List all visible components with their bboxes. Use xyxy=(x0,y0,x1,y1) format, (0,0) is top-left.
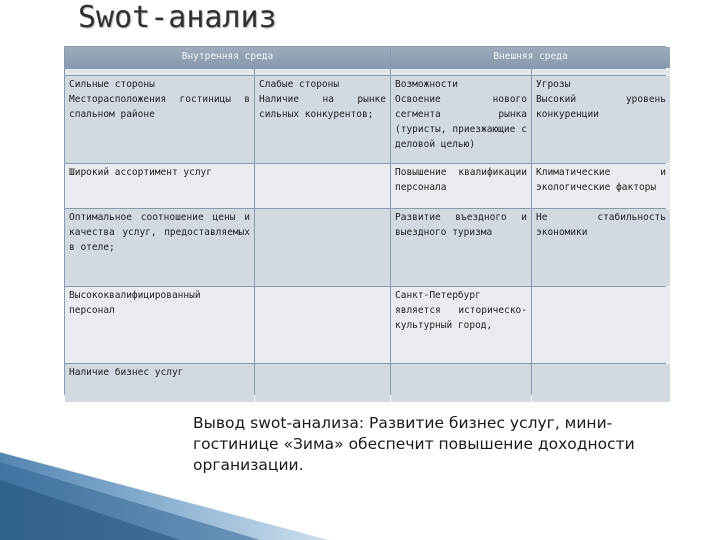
threat-cell: Угрозы Высокий уровень конкуренции xyxy=(532,76,670,163)
threat-cell xyxy=(532,287,670,363)
strength-cell: Высококвалифицированный персонал xyxy=(65,287,254,363)
threat-cell: Климатические и экологические факторы xyxy=(532,164,670,208)
opportunity-cell: Возможности Освоение нового сегмента рынка (туристы, приезжающие с деловой целью) xyxy=(391,76,531,163)
opportunity-cell: Развитие въездного и выездного туризма xyxy=(391,209,531,286)
opportunity-cell: Повышение квалификации персонала xyxy=(391,164,531,208)
slide-title: Swot-анализ xyxy=(78,0,277,35)
weakness-cell xyxy=(255,287,390,363)
weakness-cell xyxy=(255,209,390,286)
internal-environment-header: Внутренняя среда xyxy=(65,47,390,68)
weakness-cell xyxy=(255,364,390,402)
external-environment-header: Внешняя среда xyxy=(391,47,670,68)
threat-cell xyxy=(532,364,670,402)
separator-cell xyxy=(255,69,390,75)
opportunity-cell xyxy=(391,364,531,402)
strength-cell: Широкий ассортимент услуг xyxy=(65,164,254,208)
swot-table xyxy=(64,46,666,395)
threat-cell: Не стабильность экономики xyxy=(532,209,670,286)
weakness-cell: Слабые стороны Наличие на рынке сильных конкурентов; xyxy=(255,76,390,163)
opportunity-cell: Санкт-Петербург является историческо-культурный город, xyxy=(391,287,531,363)
separator-cell xyxy=(65,69,254,75)
separator-cell xyxy=(532,69,670,75)
strength-cell: Сильные стороны Месторасположения гостиницы в спальном районе xyxy=(65,76,254,163)
weakness-cell xyxy=(255,164,390,208)
strength-cell: Наличие бизнес услуг xyxy=(65,364,254,402)
separator-cell xyxy=(391,69,531,75)
strength-cell: Оптимальное соотношение цены и качества услуг, предоставляемых в отеле; xyxy=(65,209,254,286)
swot-conclusion-text: Вывод swot-анализа: Развитие бизнес услуг, мини-гостинице «Зима» обеспечит повышение доходности организации. xyxy=(193,414,635,474)
